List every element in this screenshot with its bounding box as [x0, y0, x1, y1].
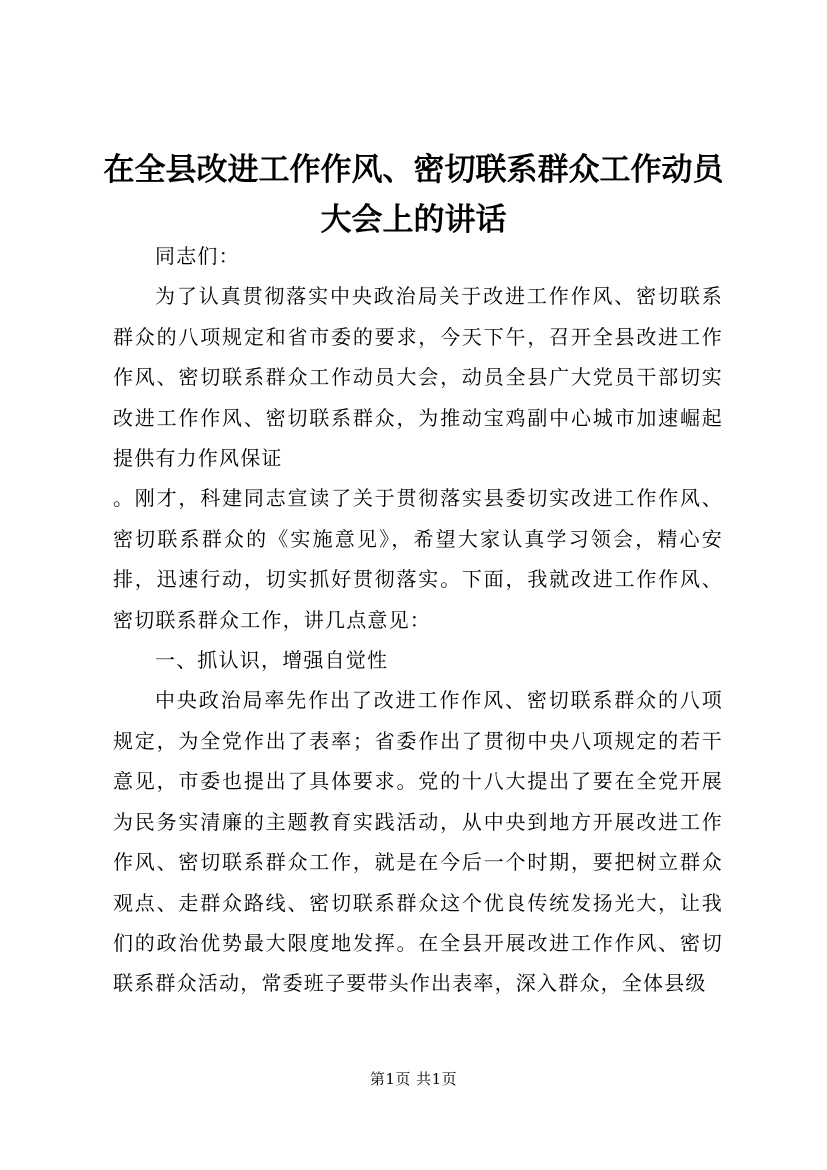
- document-title: 在全县改进工作作风、密切联系群众工作动员大会上的讲话: [103, 152, 724, 238]
- document-body: [113, 236, 723, 1004]
- paragraph-salutation: 同志们：: [155, 244, 240, 268]
- section-heading-1: 一、抓认识，增强自觉性: [155, 648, 389, 673]
- page-footer: 第1页 共1页: [369, 1070, 458, 1088]
- paragraph-continuation: 。刚才，科建同志宣读了关于贯彻落实县委切实改进工作作风、密切联系群众的《实施意见》，希望大家认真学习领会，精心安排，迅速行动，切实抓好贯彻落实。下面，我就改进工作作风、密切联系群众工作，讲几点意见：: [113, 486, 723, 632]
- paragraph-intro: 为了认真贯彻落实中央政治局关于改进工作作风、密切联系群众的八项规定和省市委的要求，今天下午，召开全县改进工作作风、密切联系群众工作动员大会，动员全县广大党员干部切实改进工作作风、密切联系群众，为推动宝鸡副中心城市加速崛起提供有力作风保证: [113, 284, 723, 471]
- paragraph-section-1: 中央政治局率先作出了改进工作作风、密切联系群众的八项规定，为全党作出了表率；省委作出了贯彻中央八项规定的若干意见，市委也提出了具体要求。党的十八大提出了要在全党开展为民务实清廉的主题教育实践活动，从中央到地方开展改进工作作风、密切联系群众工作，就是在今后一个时期，要把树立群众观点、走群众路线、密切联系群众这个优良传统发扬光大，让我们的政治优势最大限度地发挥。在全县开展改进工作作风、密切联系群众活动，常委班子要带头作出表率，深入群众，全体县级: [113, 688, 723, 996]
